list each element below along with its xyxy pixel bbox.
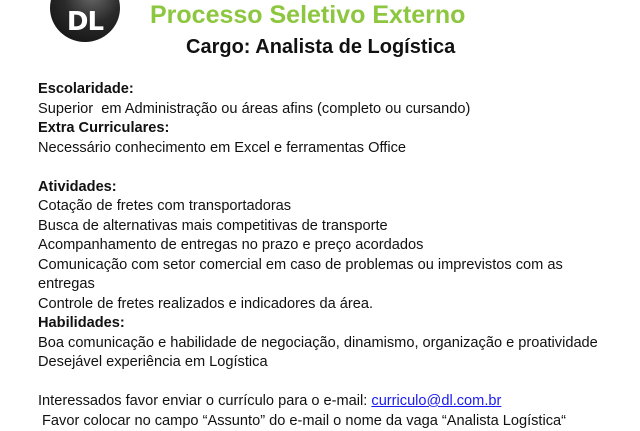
page-title: Processo Seletivo Externo <box>150 1 465 30</box>
job-title: Cargo: Analista de Logística <box>186 36 455 59</box>
atividade-item: Cotação de fretes com transportadoras <box>38 197 638 217</box>
spacer <box>38 373 638 393</box>
habilidade-item: Desejável experiência em Logística <box>38 353 638 373</box>
company-logo <box>50 0 120 42</box>
subject-note: Favor colocar no campo “Assunto” do e-mail o nome da vaga “Analista Logística“ <box>38 412 638 431</box>
atividade-item: Busca de alternativas mais competitivas de transporte <box>38 217 638 237</box>
logo-text: DL <box>67 7 103 37</box>
habilidade-item: Boa comunicação e habilidade de negociação, dinamismo, organização e proatividade <box>38 334 638 354</box>
atividade-item: Controle de fretes realizados e indicadores da área. <box>38 295 638 315</box>
atividade-item: Acompanhamento de entregas no prazo e preço acordados <box>38 236 638 256</box>
email-link[interactable]: curriculo@dl.com.br <box>371 393 501 409</box>
atividade-item: Comunicação com setor comercial em caso de problemas ou imprevistos com as entregas <box>38 256 598 295</box>
habilidades-heading: Habilidades: <box>38 314 638 334</box>
extra-heading: Extra Curriculares: <box>38 119 638 139</box>
job-description <box>38 80 638 431</box>
extra-text: Necessário conhecimento em Excel e ferramentas Office <box>38 139 638 159</box>
contact-text: Interessados favor enviar o currículo para o e-mail: <box>38 393 371 409</box>
contact-line <box>38 392 638 412</box>
spacer <box>38 158 638 178</box>
escolaridade-text: Superior em Administração ou áreas afins (completo ou cursando) <box>38 100 638 120</box>
atividades-heading: Atividades: <box>38 178 638 198</box>
escolaridade-heading: Escolaridade: <box>38 80 638 100</box>
